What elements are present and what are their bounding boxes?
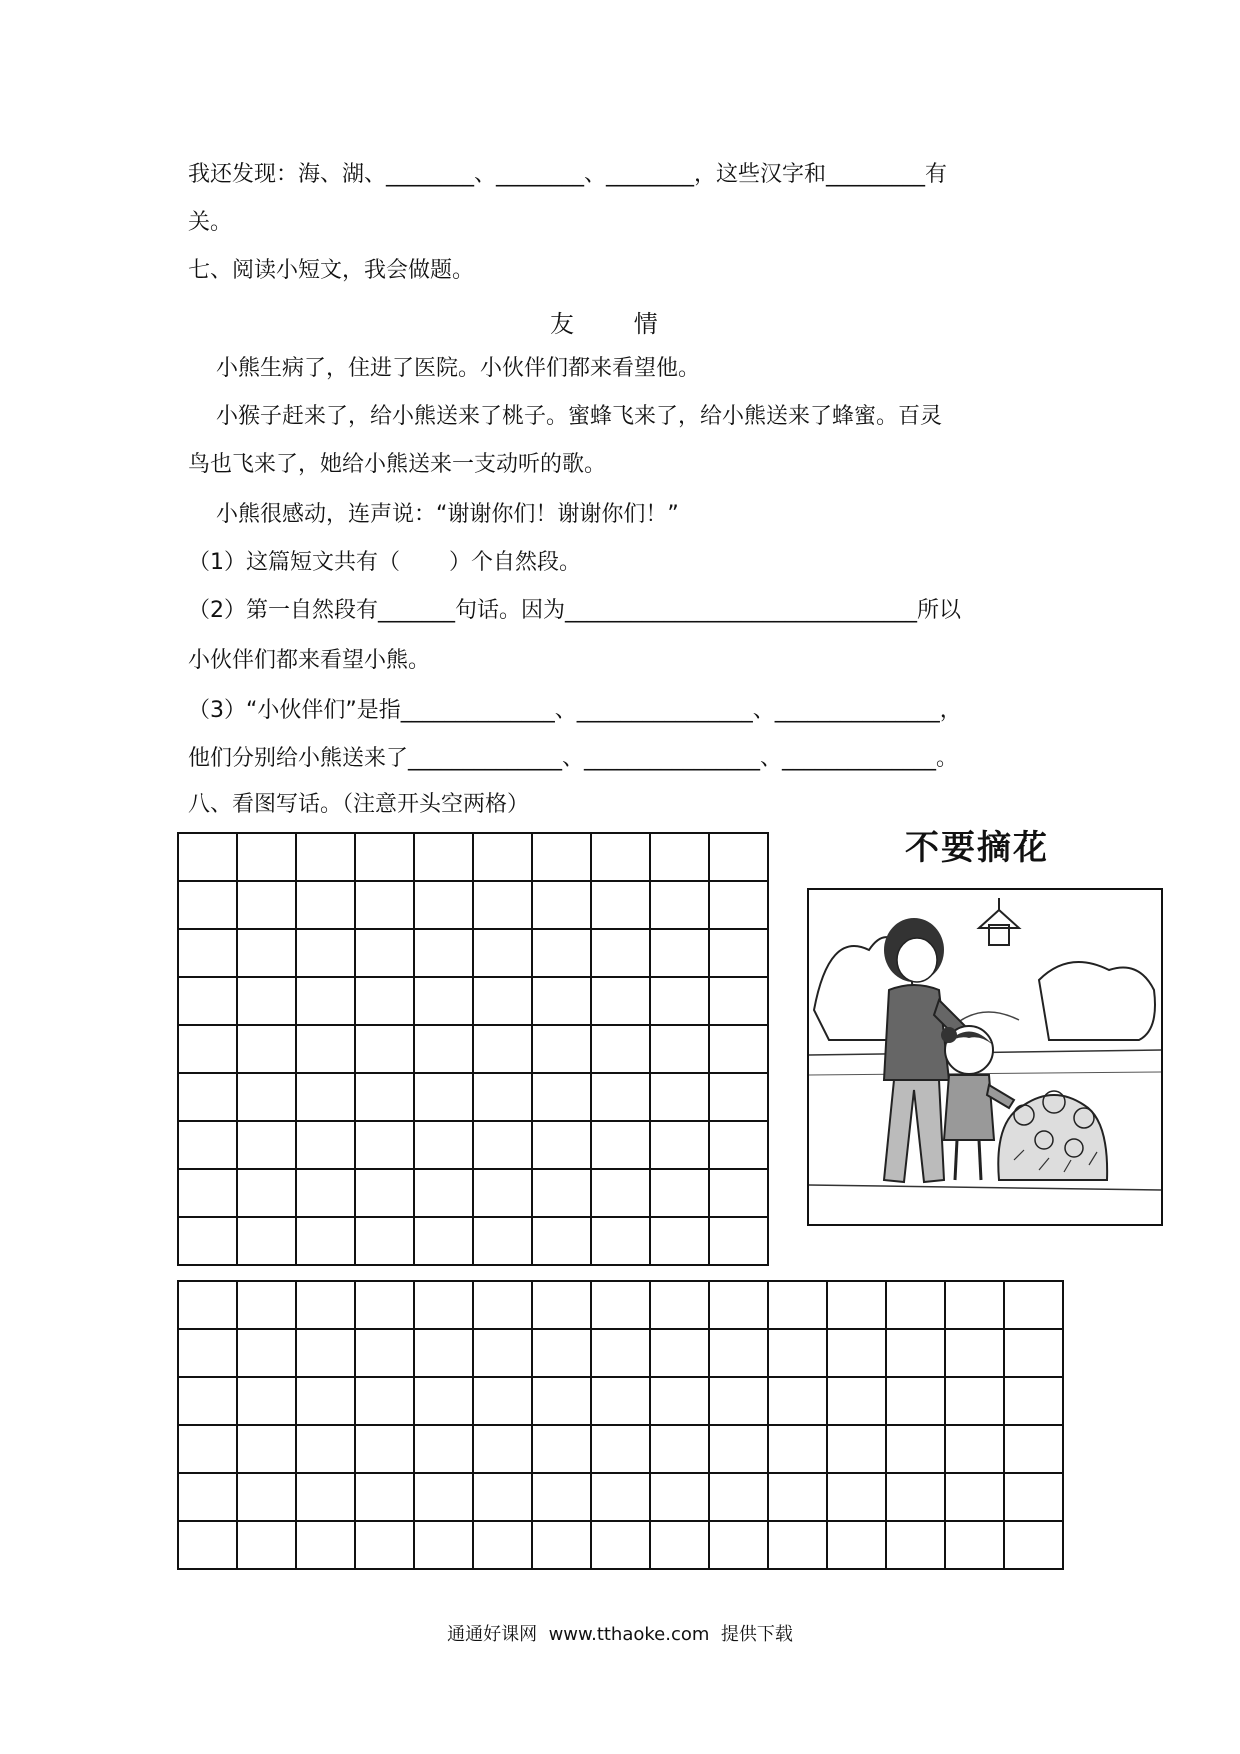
picture-illustration (807, 888, 1163, 1226)
grid-cell[interactable] (473, 1121, 532, 1169)
grid-cell[interactable] (709, 881, 768, 929)
grid-cell[interactable] (296, 1217, 355, 1265)
grid-cell[interactable] (591, 1281, 650, 1329)
grid-cell[interactable] (355, 929, 414, 977)
passage-paragraph-2-line-2: 鸟也飞来了，她给小熊送来一支动听的歌。 (188, 452, 607, 477)
grid-cell[interactable] (532, 1521, 591, 1569)
passage-paragraph-3: 小熊很感动，连声说：“谢谢你们！谢谢你们！” (188, 502, 679, 527)
grid-cell[interactable] (237, 1281, 296, 1329)
grid-row (178, 1281, 1063, 1329)
grid-row (178, 1521, 1063, 1569)
grid-cell[interactable] (709, 1377, 768, 1425)
grid-cell[interactable] (178, 881, 237, 929)
grid-cell[interactable] (414, 977, 473, 1025)
grid-row (178, 1025, 768, 1073)
text-line-2: 关。 (188, 210, 233, 235)
grid-cell[interactable] (532, 929, 591, 977)
grid-cell[interactable] (178, 833, 237, 881)
grid-cell[interactable] (296, 1073, 355, 1121)
grid-cell[interactable] (650, 1425, 709, 1473)
grid-cell[interactable] (473, 1169, 532, 1217)
grid-cell[interactable] (355, 1169, 414, 1217)
grid-row (178, 1121, 768, 1169)
grid-cell[interactable] (650, 1473, 709, 1521)
grid-cell[interactable] (237, 1073, 296, 1121)
question-3-line-1: （3）“小伙伴们”是指______________、________________、_______________， (188, 698, 962, 723)
grid-cell[interactable] (827, 1329, 886, 1377)
grid-row (178, 1073, 768, 1121)
grid-cell[interactable] (591, 1377, 650, 1425)
grid-cell[interactable] (532, 1377, 591, 1425)
grid-cell[interactable] (237, 881, 296, 929)
grid-row (178, 833, 768, 881)
grid-cell[interactable] (650, 1025, 709, 1073)
grid-cell[interactable] (296, 1473, 355, 1521)
grid-cell[interactable] (296, 881, 355, 929)
grid-cell[interactable] (355, 1521, 414, 1569)
grid-cell[interactable] (532, 977, 591, 1025)
grid-cell[interactable] (296, 1521, 355, 1569)
text-line-1: 我还发现：海、湖、________、________、________，这些汉字和_________有 (188, 162, 948, 187)
grid-cell[interactable] (945, 1377, 1004, 1425)
grid-cell[interactable] (591, 977, 650, 1025)
grid-cell[interactable] (237, 1329, 296, 1377)
grid-cell[interactable] (768, 1377, 827, 1425)
grid-cell[interactable] (827, 1521, 886, 1569)
writing-grid-lower (177, 1280, 1064, 1570)
grid-cell[interactable] (591, 1473, 650, 1521)
grid-cell[interactable] (1004, 1377, 1063, 1425)
grid-cell[interactable] (178, 1217, 237, 1265)
grid-cell[interactable] (827, 1473, 886, 1521)
grid-cell[interactable] (886, 1425, 945, 1473)
grid-row (178, 1425, 1063, 1473)
grid-cell[interactable] (650, 1169, 709, 1217)
grid-cell[interactable] (650, 929, 709, 977)
grid-cell[interactable] (650, 1217, 709, 1265)
grid-cell[interactable] (768, 1329, 827, 1377)
grid-cell[interactable] (591, 1217, 650, 1265)
grid-cell[interactable] (886, 1377, 945, 1425)
grid-cell[interactable] (945, 1329, 1004, 1377)
grid-cell[interactable] (709, 1217, 768, 1265)
section-8-heading: 八、看图写话。（注意开头空两格） (188, 792, 530, 817)
grid-cell[interactable] (296, 1025, 355, 1073)
grid-cell[interactable] (650, 1521, 709, 1569)
grid-cell[interactable] (178, 1073, 237, 1121)
grid-cell[interactable] (414, 1521, 473, 1569)
grid-cell[interactable] (591, 1329, 650, 1377)
grid-cell[interactable] (414, 1473, 473, 1521)
grid-cell[interactable] (768, 1473, 827, 1521)
grid-cell[interactable] (414, 1025, 473, 1073)
grid-cell[interactable] (178, 929, 237, 977)
grid-cell[interactable] (355, 1121, 414, 1169)
passage-paragraph-1: 小熊生病了，住进了医院。小伙伴们都来看望他。 (188, 356, 700, 381)
grid-cell[interactable] (709, 1473, 768, 1521)
grid-cell[interactable] (886, 1473, 945, 1521)
grid-cell[interactable] (178, 1169, 237, 1217)
grid-cell[interactable] (709, 1025, 768, 1073)
grid-cell[interactable] (473, 1521, 532, 1569)
passage-title: 友 情 (550, 310, 660, 338)
grid-cell[interactable] (532, 1217, 591, 1265)
grid-cell[interactable] (355, 1377, 414, 1425)
grid-cell[interactable] (591, 1073, 650, 1121)
grid-cell[interactable] (473, 1217, 532, 1265)
grid-cell[interactable] (355, 1073, 414, 1121)
grid-cell[interactable] (945, 1281, 1004, 1329)
grid-cell[interactable] (1004, 1329, 1063, 1377)
grid-cell[interactable] (1004, 1281, 1063, 1329)
grid-cell[interactable] (768, 1425, 827, 1473)
grid-cell[interactable] (473, 881, 532, 929)
grid-cell[interactable] (473, 1425, 532, 1473)
grid-cell[interactable] (827, 1377, 886, 1425)
grid-cell[interactable] (532, 1329, 591, 1377)
grid-cell[interactable] (1004, 1425, 1063, 1473)
grid-cell[interactable] (709, 1073, 768, 1121)
grid-cell[interactable] (473, 1025, 532, 1073)
grid-cell[interactable] (945, 1521, 1004, 1569)
grid-cell[interactable] (237, 1521, 296, 1569)
writing-grid-upper (177, 832, 769, 1266)
grid-cell[interactable] (473, 929, 532, 977)
grid-cell[interactable] (827, 1425, 886, 1473)
grid-row (178, 1169, 768, 1217)
grid-cell[interactable] (591, 881, 650, 929)
grid-cell[interactable] (709, 1121, 768, 1169)
grid-row (178, 1377, 1063, 1425)
grid-row (178, 1217, 768, 1265)
grid-cell[interactable] (650, 1281, 709, 1329)
grid-cell[interactable] (945, 1473, 1004, 1521)
grid-cell[interactable] (709, 833, 768, 881)
grid-cell[interactable] (768, 1281, 827, 1329)
grid-cell[interactable] (178, 1521, 237, 1569)
grid-cell[interactable] (178, 1121, 237, 1169)
grid-cell[interactable] (1004, 1473, 1063, 1521)
grid-cell[interactable] (414, 833, 473, 881)
grid-cell[interactable] (591, 1121, 650, 1169)
grid-cell[interactable] (532, 1169, 591, 1217)
grid-cell[interactable] (237, 1169, 296, 1217)
grid-cell[interactable] (296, 1425, 355, 1473)
grid-cell[interactable] (178, 1329, 237, 1377)
question-2-line-2: 小伙伴们都来看望小熊。 (188, 648, 431, 673)
question-3-line-2: 他们分别给小熊送来了______________、________________、______________。 (188, 746, 959, 771)
passage-paragraph-2-line-1: 小猴子赶来了，给小熊送来了桃子。蜜蜂飞来了，给小熊送来了蜂蜜。百灵 (188, 404, 942, 429)
grid-row (178, 929, 768, 977)
section-7-heading: 七、阅读小短文，我会做题。 (188, 258, 475, 283)
grid-cell[interactable] (355, 1473, 414, 1521)
grid-row (178, 881, 768, 929)
grid-cell[interactable] (296, 1329, 355, 1377)
grid-cell[interactable] (296, 1281, 355, 1329)
grid-cell[interactable] (237, 1217, 296, 1265)
grid-cell[interactable] (237, 1377, 296, 1425)
grid-cell[interactable] (355, 1025, 414, 1073)
grid-cell[interactable] (650, 977, 709, 1025)
grid-cell[interactable] (414, 1425, 473, 1473)
grid-row (178, 1329, 1063, 1377)
grid-cell[interactable] (473, 1377, 532, 1425)
grid-cell[interactable] (768, 1521, 827, 1569)
mother-and-child-illustration (809, 890, 1161, 1224)
grid-cell[interactable] (591, 1025, 650, 1073)
grid-cell[interactable] (414, 881, 473, 929)
grid-cell[interactable] (355, 833, 414, 881)
grid-cell[interactable] (296, 929, 355, 977)
grid-cell[interactable] (650, 1073, 709, 1121)
grid-cell[interactable] (532, 881, 591, 929)
grid-cell[interactable] (414, 1217, 473, 1265)
grid-cell[interactable] (650, 881, 709, 929)
grid-cell[interactable] (709, 1169, 768, 1217)
grid-cell[interactable] (473, 977, 532, 1025)
grid-cell[interactable] (296, 1121, 355, 1169)
grid-cell[interactable] (650, 1329, 709, 1377)
question-2-line-1: （2）第一自然段有_______句话。因为________________________________所以 (188, 598, 961, 623)
grid-cell[interactable] (296, 977, 355, 1025)
grid-cell[interactable] (473, 833, 532, 881)
grid-cell[interactable] (473, 1281, 532, 1329)
grid-cell[interactable] (414, 1121, 473, 1169)
grid-cell[interactable] (414, 1169, 473, 1217)
grid-cell[interactable] (178, 1473, 237, 1521)
grid-cell[interactable] (355, 977, 414, 1025)
grid-cell[interactable] (591, 1169, 650, 1217)
grid-cell[interactable] (532, 833, 591, 881)
grid-cell[interactable] (237, 929, 296, 977)
grid-cell[interactable] (178, 977, 237, 1025)
grid-cell[interactable] (237, 1425, 296, 1473)
grid-cell[interactable] (591, 1521, 650, 1569)
grid-cell[interactable] (178, 1025, 237, 1073)
grid-cell[interactable] (414, 1073, 473, 1121)
grid-cell[interactable] (709, 929, 768, 977)
grid-cell[interactable] (355, 1281, 414, 1329)
grid-cell[interactable] (709, 1521, 768, 1569)
grid-cell[interactable] (296, 833, 355, 881)
grid-cell[interactable] (886, 1329, 945, 1377)
grid-cell[interactable] (532, 1281, 591, 1329)
grid-cell[interactable] (414, 1329, 473, 1377)
footer-source: 通通好课网 www.tthaoke.com 提供下载 (447, 1624, 793, 1645)
grid-cell[interactable] (178, 1377, 237, 1425)
grid-cell[interactable] (650, 1121, 709, 1169)
grid-cell[interactable] (709, 1281, 768, 1329)
grid-cell[interactable] (591, 929, 650, 977)
grid-cell[interactable] (591, 1425, 650, 1473)
picture-title: 不要摘花 (905, 828, 1049, 868)
grid-cell[interactable] (532, 1073, 591, 1121)
grid-cell[interactable] (414, 1377, 473, 1425)
grid-cell[interactable] (945, 1425, 1004, 1473)
grid-cell[interactable] (709, 1425, 768, 1473)
grid-cell[interactable] (414, 929, 473, 977)
grid-cell[interactable] (532, 1025, 591, 1073)
grid-cell[interactable] (237, 1473, 296, 1521)
grid-cell[interactable] (886, 1521, 945, 1569)
grid-cell[interactable] (355, 1425, 414, 1473)
grid-cell[interactable] (709, 1329, 768, 1377)
grid-cell[interactable] (237, 977, 296, 1025)
grid-cell[interactable] (237, 833, 296, 881)
grid-row (178, 1473, 1063, 1521)
grid-cell[interactable] (473, 1329, 532, 1377)
grid-cell[interactable] (709, 977, 768, 1025)
grid-cell[interactable] (532, 1425, 591, 1473)
grid-cell[interactable] (591, 833, 650, 881)
grid-cell[interactable] (650, 1377, 709, 1425)
grid-cell[interactable] (473, 1473, 532, 1521)
grid-cell[interactable] (650, 833, 709, 881)
grid-cell[interactable] (532, 1121, 591, 1169)
grid-cell[interactable] (296, 1169, 355, 1217)
grid-cell[interactable] (178, 1425, 237, 1473)
grid-cell[interactable] (355, 881, 414, 929)
grid-cell[interactable] (355, 1329, 414, 1377)
grid-cell[interactable] (414, 1281, 473, 1329)
grid-cell[interactable] (296, 1377, 355, 1425)
grid-cell[interactable] (355, 1217, 414, 1265)
grid-cell[interactable] (473, 1073, 532, 1121)
grid-cell[interactable] (886, 1281, 945, 1329)
grid-cell[interactable] (532, 1473, 591, 1521)
grid-cell[interactable] (827, 1281, 886, 1329)
grid-cell[interactable] (1004, 1521, 1063, 1569)
grid-cell[interactable] (178, 1281, 237, 1329)
question-1: （1）这篇短文共有（ ）个自然段。 (188, 550, 581, 575)
grid-cell[interactable] (237, 1025, 296, 1073)
grid-row (178, 977, 768, 1025)
grid-cell[interactable] (237, 1121, 296, 1169)
